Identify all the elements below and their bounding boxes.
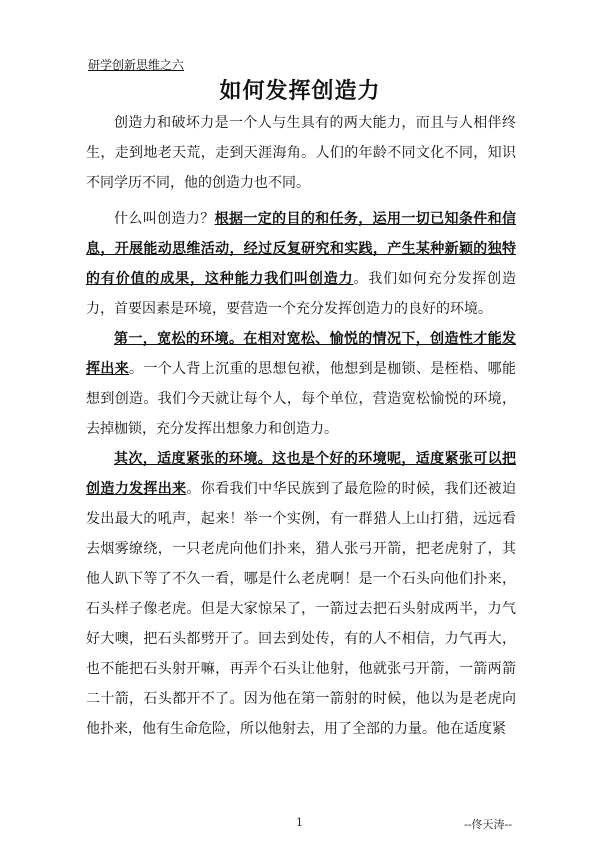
definition-highlight: 根据一定的目的和任务，运用一切已知条件和信息，开展能动思维活动，经过反复研究和实践，产生某种新颖的独特的有价值的成果，这种能力我们叫创造力 <box>86 211 516 287</box>
series-header: 研学创新思维之六 <box>88 58 185 72</box>
article-body <box>86 108 516 744</box>
point-one-highlight: 第一，宽松的环境。在相对宽松、愉悦的情况下，创造性才能发挥出来 <box>86 331 516 377</box>
page-title: 如何发挥创造力 <box>219 79 381 104</box>
paragraph-4 <box>86 444 516 744</box>
paragraph-3-rest: 。一个人背上沉重的思想包袱，他想到是枷锁、是桎梏、哪能想到创造。我们今天就让每个人，每个单位，营造宽松愉悦的环境，去掉枷锁，充分发挥出想象力和创造力。 <box>86 361 517 437</box>
author-signature: --佟天涛-- <box>464 818 512 831</box>
paragraph-4-rest: 。你看我们中华民族到了最危险的时候，我们还被迫发出最大的吼声，起来！举一个实例，有一群猎人上山打猎，远远看去烟雾缭绕，一只老虎向他们扑来，猎人张弓开箭，把老虎射了，其他人趴下等了不久一看，哪是什么老虎啊！是一个石头向他们扑来，石头样子像老虎。但是大家惊呆了，一箭过去把石头射成两半，力气好大噢，把石头都劈开了。回去到处传，有的人不相信，力气再大，也不能把石头射开嘛，再弄个石头让他射，他就张弓开箭，一箭两箭二十箭，石头都开不了。因为他在第一箭射的时候，他以为是老虎向他扑来，他有生命危险，所以他射去，用了全部的力量。他在适度紧 <box>86 481 517 737</box>
paragraph-2-lead: 什么叫创造力？ <box>114 211 215 227</box>
point-two-highlight: 其次，适度紧张的环境。这也是个好的环境呢，适度紧张可以把创造力发挥出来 <box>86 451 516 497</box>
paragraph-2-rest: 。我们如何充分发挥创造力，首要因素是环境，要营造一个充分发挥创造力的良好的环境。 <box>86 271 517 317</box>
page-number: 1 <box>296 816 303 829</box>
paragraph-1 <box>86 108 516 198</box>
paragraph-2 <box>86 204 516 324</box>
paragraph-1-text: 创造力和破坏力是一个人与生具有的两大能力，而且与人相伴终生，走到地老天荒，走到天涯海角。人们的年龄不同文化不同，知识不同学历不同，他的创造力也不同。 <box>86 115 516 191</box>
paragraph-3 <box>86 324 516 444</box>
